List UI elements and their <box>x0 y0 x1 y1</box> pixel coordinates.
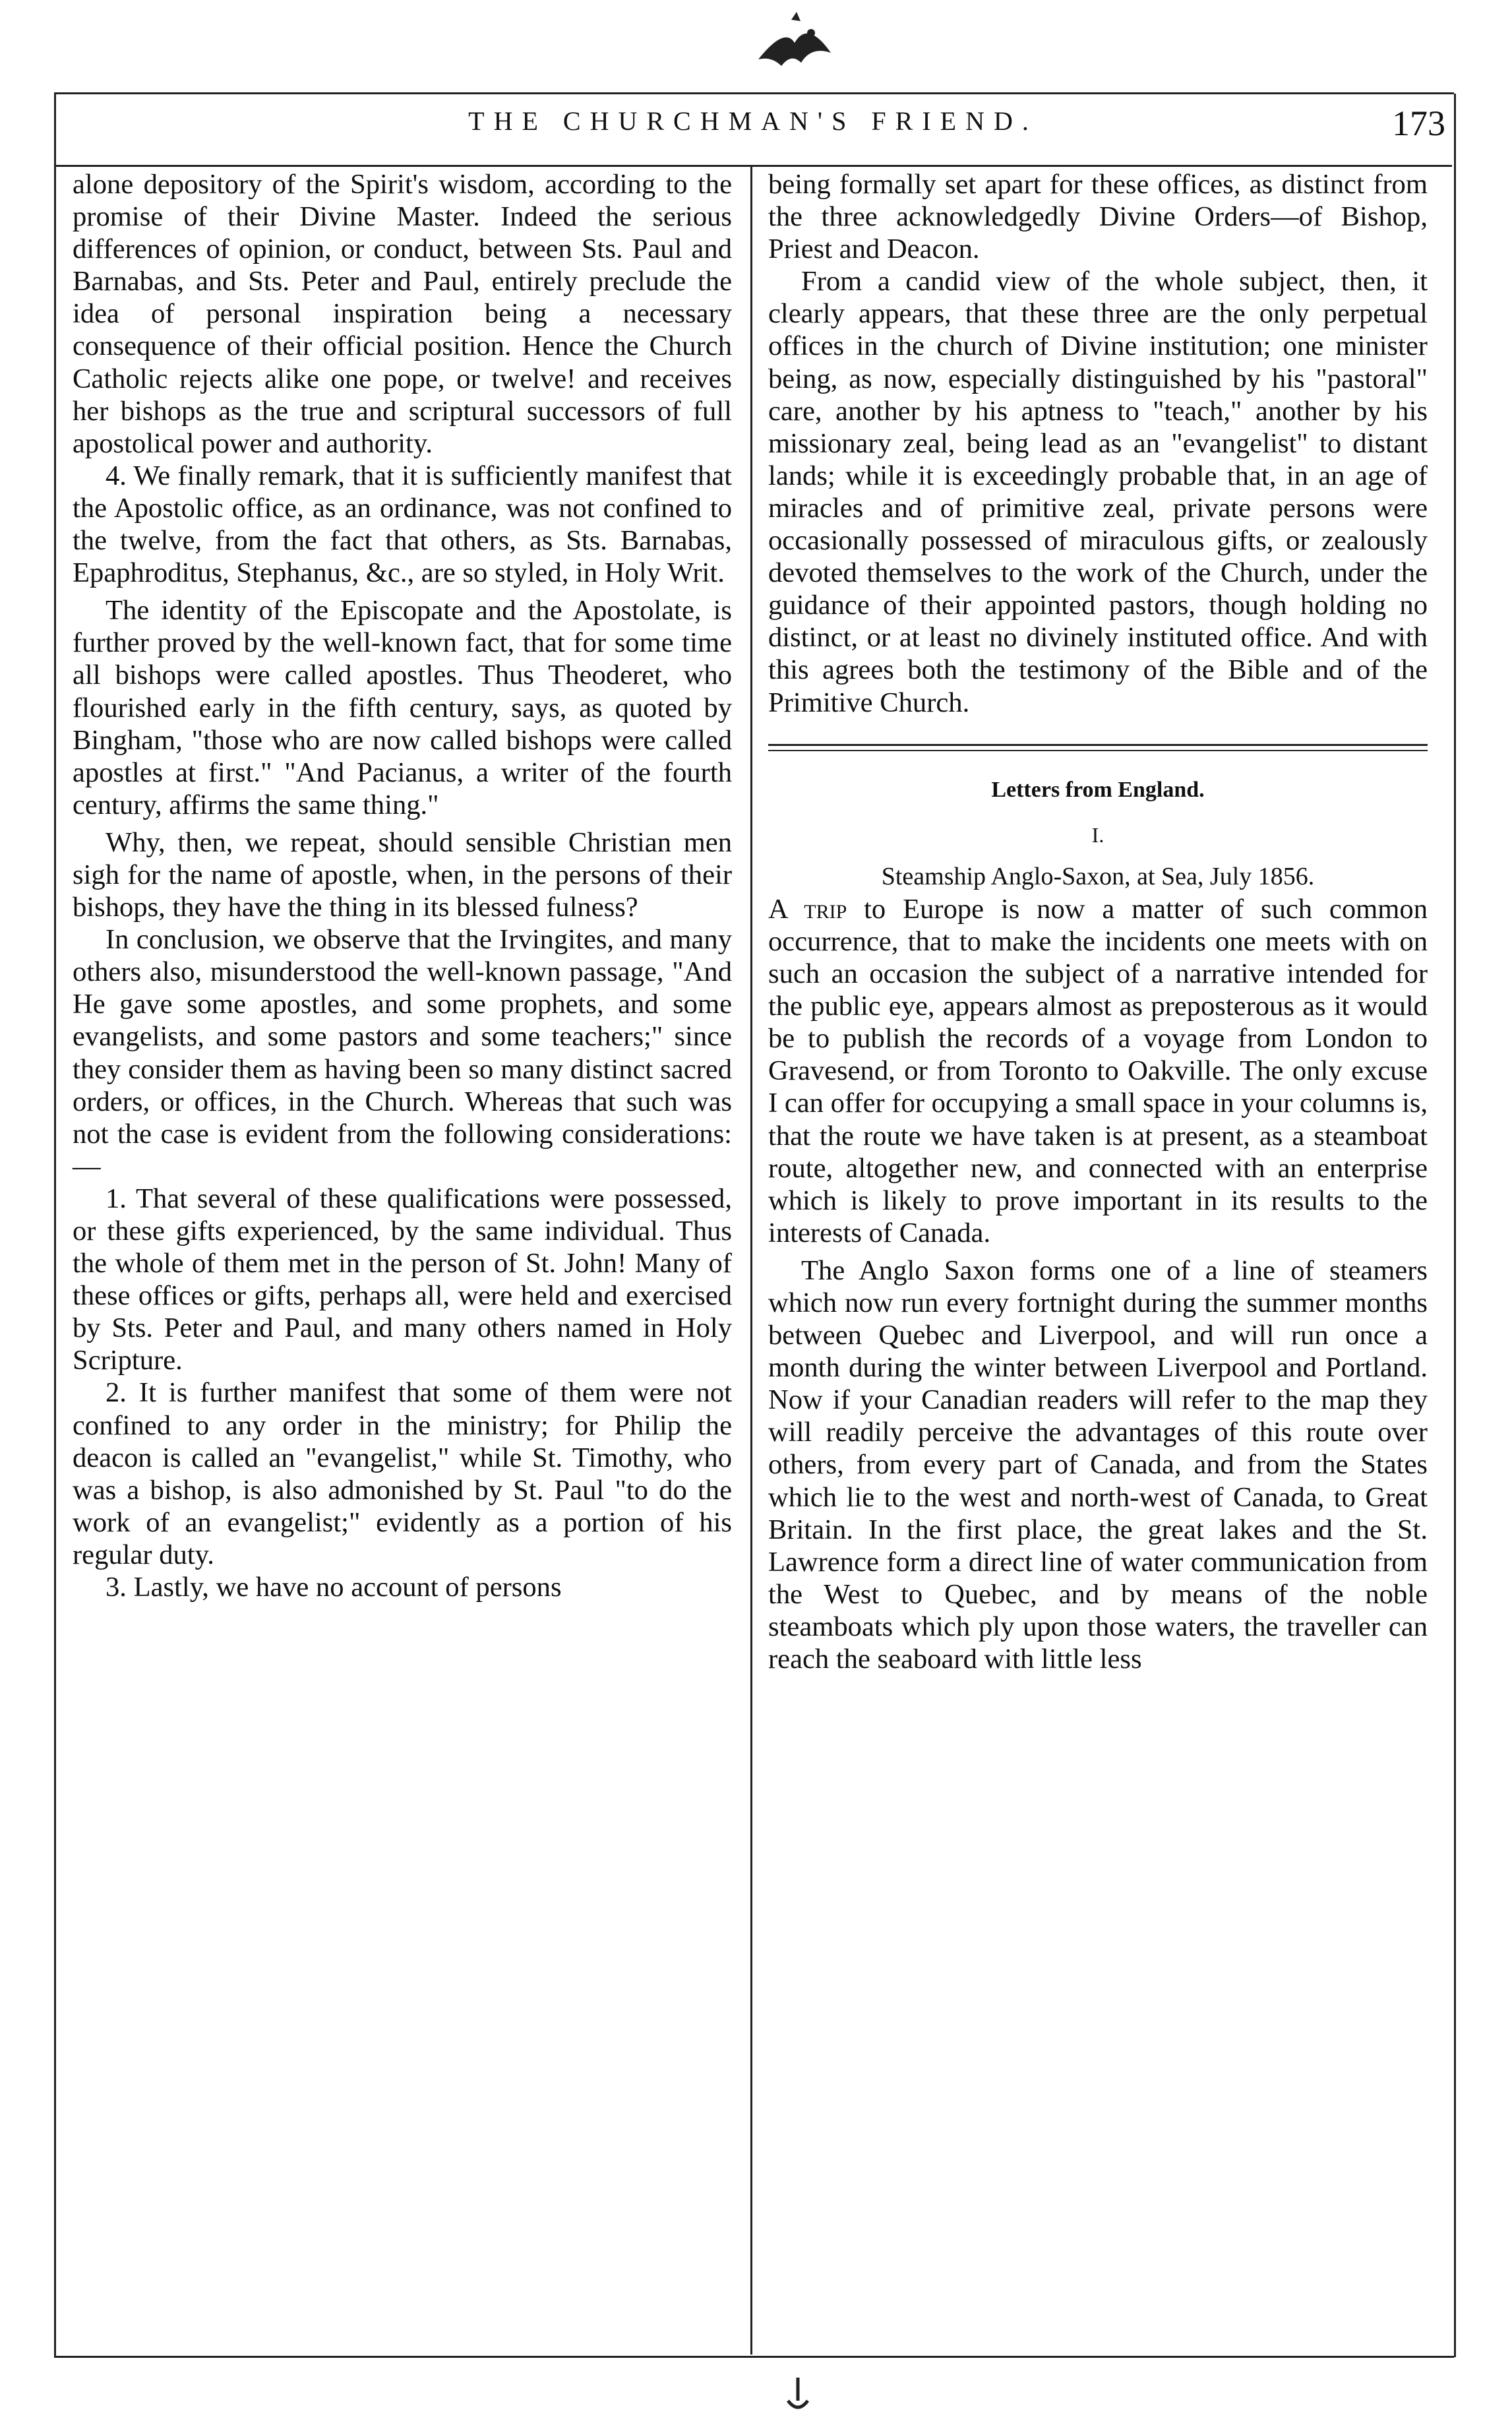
paragraph: 2. It is further manifest that some of them were not confined to any order in the ministry; for Philip the deacon is called an "evangelist," while St. Timothy, who was a bishop, is also admonished by St. Paul "to do the work of an evangelist;" evidently as a portion of his regular duty. <box>73 1377 732 1570</box>
paragraph: Why, then, we repeat, should sensible Christian men sigh for the name of apostle, when, in the persons of their bishops, they have the thing in its blessed fulness? <box>73 826 732 923</box>
running-title: THE CHURCHMAN'S FRIEND. <box>468 106 1038 136</box>
page-number: 173 <box>1392 104 1445 143</box>
right-column <box>768 168 1428 2345</box>
paragraph: 1. That several of these qualifications were possessed, or these gifts experienced, by the same individual. Thus the whole of them met in the person of St. John! Many of these offices or gifts, perhaps all, were held and exercised by Sts. Peter and Paul, and many others named in Holy Scripture. <box>73 1183 732 1376</box>
paragraph: alone depository of the Spirit's wisdom, according to the promise of their Divine Master. Indeed the serious differences of opinion, or conduct, between Sts. Paul and Barnabas, and Sts. Peter and Paul, entirely preclude the idea of personal inspiration being a necessary consequence of their official position. Hence the Church Catholic rejects alike one pope, or twelve! and receives her bishops as the true and scriptural successors of full apostolical power and authority. <box>73 169 732 459</box>
column-divider <box>750 165 752 2355</box>
paragraph: being formally set apart for these offices, as distinct from the three acknowledgedly Divine Orders—of Bishop, Priest and Deacon. <box>768 169 1428 265</box>
bottom-rule <box>54 2356 1454 2358</box>
section-number: I. <box>1091 822 1104 847</box>
paragraph: From a candid view of the whole subject, then, it clearly appears, that these three are the only perpetual offices in the church of Divine institution; one minister being, as now, especially distinguished by his "pastoral" care, another by his aptness to "teach," another by his missionary zeal, being lead as an "evangelist" to distant lands; while it is exceedingly probable that, in an age of miracles and of primitive zeal, private persons were occasionally possessed of miraculous gifts, or zealously devoted themselves to the work of the Church, under the guidance of their appointed pastors, though holding no distinct, or at least no divinely instituted office. And with this agrees both the testimony of the Bible and of the Primitive Church. <box>768 266 1428 718</box>
paragraph: 4. We finally remark, that it is sufficiently manifest that the Apostolic office, as an ordinance, was not confined to the twelve, from the fact that others, as Sts. Barnabas, Epaphroditus, Stephanus, &c., are so styled, in Holy Writ. <box>73 460 732 589</box>
left-column <box>73 168 732 2345</box>
paragraph: The identity of the Episcopate and the Apostolate, is further proved by the well-known fact, that for some time all bishops were called apostles. Thus Theoderet, who flourished early in the fifth century, says, as quoted by Bingham, "those who are now called bishops were called apostles at first." "And Pacianus, a writer of the fourth century, affirms the same thing." <box>73 595 732 820</box>
footer-ornament <box>778 2374 818 2427</box>
paragraph <box>768 893 1428 1249</box>
section-divider <box>768 744 1428 751</box>
letter-text: to Europe is now a matter of such common occurrence, that to make the incidents one meets with on such an occasion the subject of a narrative intended for the public eye, appears almost as preposterous as it would be to publish the records of a voyage from London to Gravesend, or from Toronto to Oakville. The only excuse I can offer for occupying a small space in your columns is, that the route we have taken is at present, as a steamboat route, altogether new, and connected with an enterprise which is likely to prove important in its results to the interests of Canada. <box>768 893 1428 1248</box>
letter-dateline: Steamship Anglo-Saxon, at Sea, July 1856. <box>881 862 1315 890</box>
letter-lead: A trip <box>768 893 847 925</box>
paragraph: In conclusion, we observe that the Irvingites, and many others also, misunderstood the well-known passage, "And He gave some apostles, and some prophets, and some evangelists, and some pastors and some teachers;" since they consider them as having been so many distinct sacred orders, or offices, in the Church. Whereas that such was not the case is evident from the following considerations:— <box>73 924 732 1182</box>
running-header <box>54 99 1452 167</box>
section-title: Letters from England. <box>991 777 1205 802</box>
paragraph: The Anglo Saxon forms one of a line of steamers which now run every fortnight during the summer months between Quebec and Liverpool, and will run once a month during the winter between Liverpool and Portland. Now if your Canadian readers will refer to the map they will readily perceive the advantages of this route over others, from every part of Canada, and from the States which lie to the west and north-west of Canada, to Great Britain. In the first place, the great lakes and the St. Lawrence form a direct line of water communication from the West to Quebec, and by means of the noble steamboats which ply upon those waters, the traveller can reach the seaboard with little less <box>768 1254 1428 1675</box>
header-ornament <box>745 7 844 79</box>
paragraph: 3. Lastly, we have no account of persons <box>106 1572 562 1603</box>
